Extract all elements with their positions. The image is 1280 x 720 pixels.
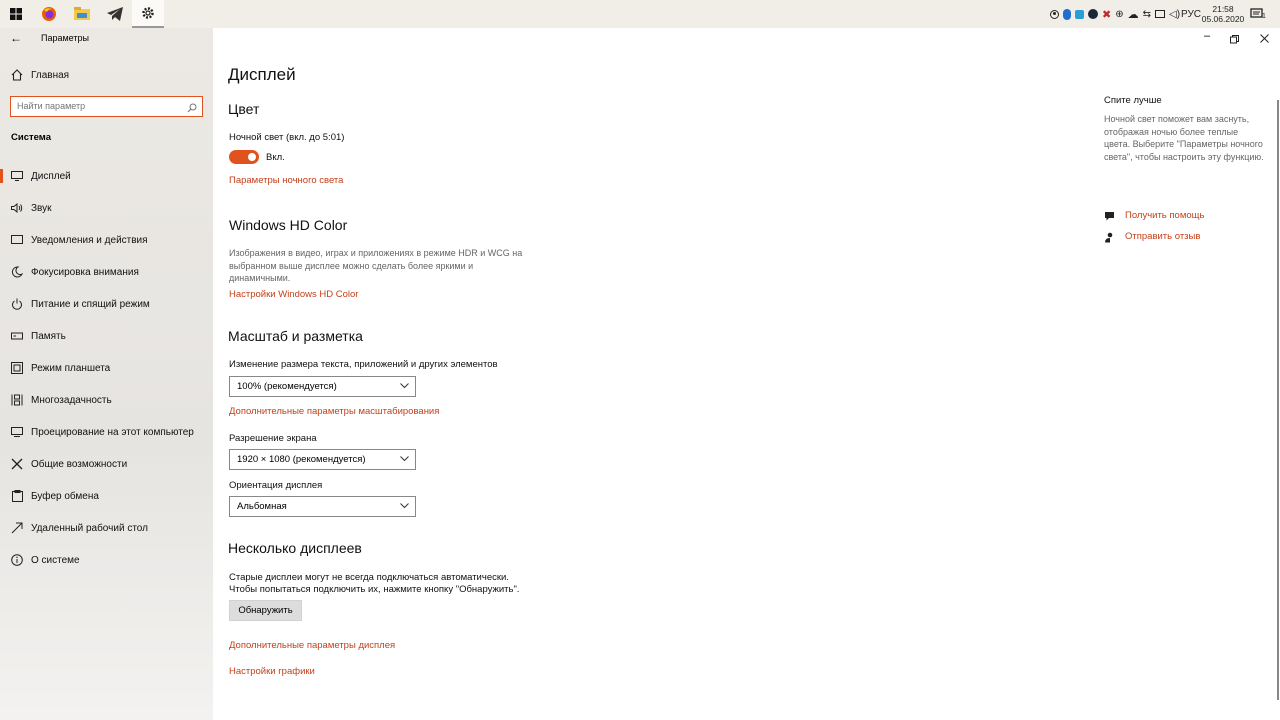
sidebar-item-notifications[interactable] [0,225,213,255]
search-box[interactable] [10,96,203,117]
volume-icon[interactable]: ◁) [1169,8,1181,20]
search-input[interactable] [17,99,177,113]
feedback-link[interactable]: Отправить отзыв [1125,231,1201,242]
taskbar [0,0,1280,29]
graphics-settings-link[interactable]: Настройки графики [229,666,315,677]
close-icon [1260,34,1269,43]
restore-button[interactable] [1225,31,1245,49]
chevron-down-icon [400,383,409,389]
sidebar-item-focus-assist[interactable] [0,257,213,287]
help-chat-icon [1104,211,1115,222]
sidebar-item-label: Уведомления и действия [31,234,148,246]
telegram-icon [107,7,123,21]
sidebar-item-home[interactable] [0,60,213,90]
sidebar-item-about[interactable] [0,545,213,575]
sidebar-home-label: Главная [31,69,70,81]
scale-dropdown[interactable] [229,376,416,397]
scrollbar[interactable] [1277,100,1279,700]
right-panel-heading: Спите лучше [1104,95,1162,106]
sidebar-item-label: Дисплей [31,170,71,182]
projecting-icon [10,425,24,439]
orientation-dropdown[interactable] [229,496,416,517]
section-heading-scale: Масштаб и разметка [228,328,363,344]
multi-display-description-line1: Старые дисплеи могут не всегда подключаться автоматически. [229,572,509,583]
clock[interactable] [1203,0,1243,28]
sidebar-item-clipboard[interactable] [0,481,213,511]
chevron-down-icon [400,456,409,462]
resolution-label: Разрешение экрана [229,433,317,444]
get-help-link[interactable]: Получить помощь [1125,210,1205,221]
sidebar-item-label: Проецирование на этот компьютер [31,426,194,438]
sidebar-item-label: Фокусировка внимания [31,266,139,278]
firefox-icon [41,6,57,22]
moon-icon [10,265,24,279]
clock-time: 21:58 [1212,4,1234,14]
resolution-dropdown-value: 1920 × 1080 (рекомендуется) [237,454,366,465]
language-label[interactable]: РУС [1181,8,1202,20]
tablet-icon [10,361,24,375]
antivirus-icon[interactable] [1075,10,1084,19]
sidebar-item-label: Режим планшета [31,362,111,374]
orientation-dropdown-value: Альбомная [237,501,287,512]
night-light-toggle[interactable] [229,150,259,164]
sidebar-item-sound[interactable] [0,193,213,223]
scale-dropdown-value: 100% (рекомендуется) [237,381,337,392]
sidebar [0,28,213,720]
search-icon[interactable] [187,100,197,118]
sidebar-item-label: Многозадачность [31,394,112,406]
toggle-knob [248,153,256,161]
sidebar-item-shared-experiences[interactable] [0,449,213,479]
record-icon[interactable] [1050,10,1059,19]
advanced-display-settings-link[interactable]: Дополнительные параметры дисплея [229,640,396,651]
main-content [213,28,1280,720]
windows-logo-icon [10,8,22,20]
app-tray-icon[interactable]: ⊕ [1115,8,1124,20]
home-icon [10,68,24,82]
sidebar-item-label: Память [31,330,66,342]
right-panel-description: Ночной свет поможет вам заснуть, отображая ночью более теплые цвета. Выберите "Параметры ночного света", чтобы настроить эту функцию. [1104,114,1264,162]
bluetooth-icon[interactable] [1063,9,1071,20]
language-indicator[interactable] [1181,0,1201,28]
steam-icon[interactable] [1088,9,1098,19]
section-heading-hdr: Windows HD Color [229,217,348,233]
section-heading-color: Цвет [228,101,260,117]
telegram-taskbar-button[interactable] [99,0,131,28]
app-red-icon[interactable]: ✖ [1102,8,1112,21]
feedback-icon [1104,232,1115,243]
sidebar-item-label: Буфер обмена [31,490,99,502]
display-icon [10,169,24,183]
sidebar-item-display[interactable] [0,161,213,191]
gear-icon [141,6,155,20]
minimize-button[interactable] [1197,30,1217,42]
hdr-settings-link[interactable]: Настройки Windows HD Color [229,289,359,300]
monitor-icon[interactable] [1155,10,1165,18]
sidebar-item-power[interactable] [0,289,213,319]
sidebar-item-tablet-mode[interactable] [0,353,213,383]
back-button[interactable] [10,31,22,45]
night-light-settings-link[interactable]: Параметры ночного света [229,175,344,186]
sidebar-item-label: О системе [31,554,80,566]
hdr-description: Изображения в видео, играх и приложениях в режиме HDR и WCG на выбранном выше дисплее можно сделать более яркими и динамичными. [229,248,523,283]
scale-label: Изменение размера текста, приложений и других элементов [229,359,498,370]
minimize-icon: – [1203,30,1211,42]
sidebar-item-label: Общие возможности [31,458,128,470]
orientation-label: Ориентация дисплея [229,480,323,491]
settings-taskbar-button[interactable] [132,0,164,28]
power-icon [10,297,24,311]
shared-experiences-icon [10,457,24,471]
multi-display-description-line2: Чтобы попытаться подключить их, нажмите кнопку "Обнаружить". [229,584,520,595]
night-light-label: Ночной свет (вкл. до 5:01) [229,132,345,143]
start-button[interactable] [0,0,32,28]
notification-count-badge: 1 [1262,13,1266,20]
usb-icon[interactable]: ⇆ [1142,8,1151,20]
close-button[interactable] [1255,30,1275,48]
sidebar-item-projecting[interactable] [0,417,213,447]
sidebar-item-label: Звук [31,202,52,214]
window-title: Параметры [41,33,89,43]
page-title: Дисплей [228,65,296,84]
folder-icon [74,7,90,21]
notifications-icon [10,233,24,247]
speaker-icon [10,201,24,215]
sidebar-section-title: Система [11,132,51,143]
advanced-scaling-link[interactable]: Дополнительные параметры масштабирования [229,406,440,417]
multitasking-icon [10,393,24,407]
night-light-toggle-state: Вкл. [266,152,285,163]
action-center-button[interactable] [1250,0,1270,28]
system-tray [1050,0,1180,28]
cloud-icon[interactable]: ☁ [1127,8,1139,21]
storage-icon [10,329,24,343]
section-heading-multiple-displays: Несколько дисплеев [228,540,362,556]
sidebar-item-label: Удаленный рабочий стол [31,522,148,534]
arrow-left-icon: ← [10,31,22,45]
detect-button[interactable]: Обнаружить [229,600,302,621]
remote-desktop-icon [10,521,24,535]
restore-icon [1230,35,1239,44]
sidebar-item-storage[interactable] [0,321,213,351]
chevron-down-icon [400,503,409,509]
firefox-taskbar-button[interactable] [33,0,65,28]
sidebar-item-multitasking[interactable] [0,385,213,415]
explorer-taskbar-button[interactable] [66,0,98,28]
sidebar-item-remote-desktop[interactable] [0,513,213,543]
sidebar-item-label: Питание и спящий режим [31,298,150,310]
clock-date: 05.06.2020 [1201,14,1245,24]
resolution-dropdown[interactable] [229,449,416,470]
clipboard-icon [10,489,24,503]
info-icon [10,553,24,567]
